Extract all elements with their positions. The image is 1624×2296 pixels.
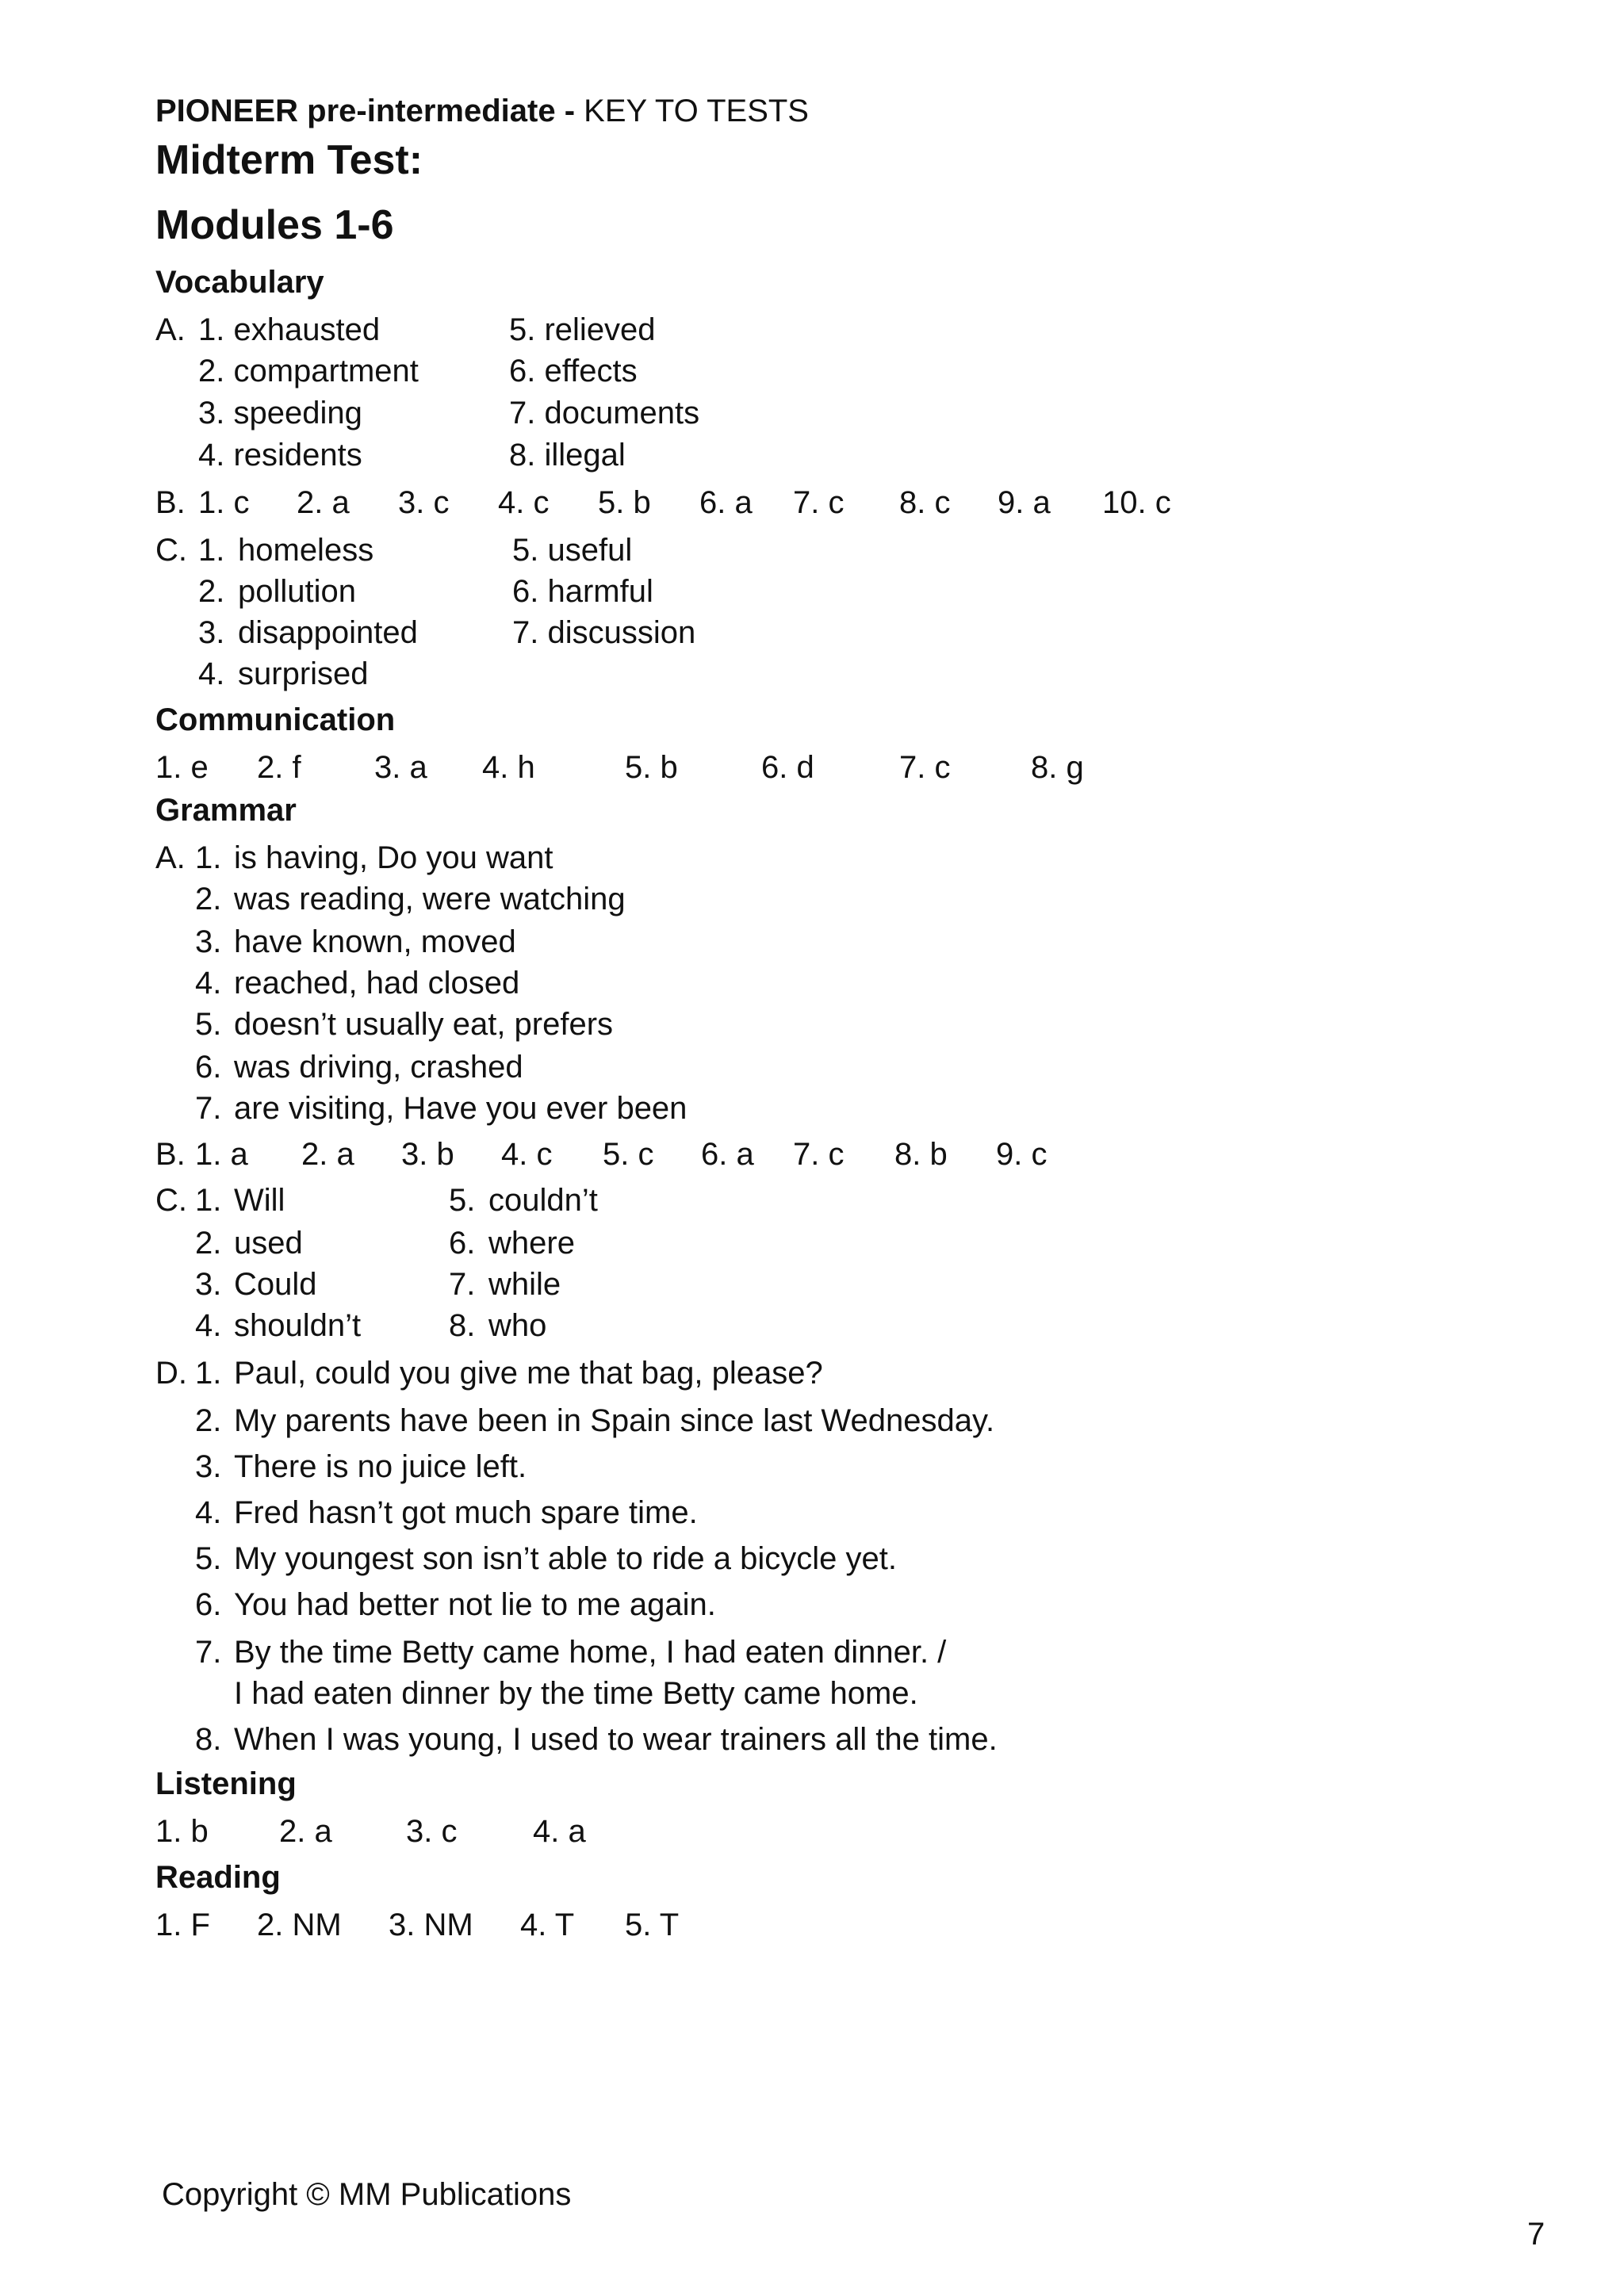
item-number: 4. <box>195 966 222 1001</box>
answer-item: 1. F <box>155 1908 210 1942</box>
answer-item: There is no juice left. <box>234 1449 527 1484</box>
item-number: 7. <box>195 1091 222 1126</box>
answer-item: 3. b <box>401 1137 454 1172</box>
answer-item: are visiting, Have you ever been <box>234 1091 688 1126</box>
answer-item: reached, had closed <box>234 966 520 1001</box>
answer-item: was driving, crashed <box>234 1050 523 1085</box>
answer-item: 8. g <box>1031 750 1084 785</box>
grammar-c-label: C. <box>155 1183 187 1218</box>
answer-item: 7. c <box>793 1137 845 1172</box>
item-number: 1. <box>195 840 222 875</box>
answer-item: 5. useful <box>512 533 633 568</box>
answer-item: 6. a <box>699 485 753 520</box>
grammar-heading: Grammar <box>155 793 297 828</box>
answer-item: is having, Do you want <box>234 840 553 875</box>
vocabulary-heading: Vocabulary <box>155 265 324 300</box>
answer-item: 8. c <box>899 485 951 520</box>
answer-item: 5. b <box>625 750 678 785</box>
answer-item: 1. a <box>195 1137 248 1172</box>
answer-item: 2. a <box>297 485 350 520</box>
answer-item: 3. NM <box>389 1908 473 1942</box>
answer-item: Paul, could you give me that bag, please? <box>234 1356 823 1391</box>
answer-item: 7. c <box>899 750 951 785</box>
vocab-c-label: C. <box>155 533 187 568</box>
title-line-1: Midterm Test: <box>155 137 423 183</box>
answer-item: 1. exhausted <box>198 312 381 347</box>
answer-item: while <box>488 1267 561 1302</box>
answer-item: who <box>488 1308 547 1343</box>
answer-item: Fred hasn’t got much spare time. <box>234 1495 698 1530</box>
answer-item: 7. discussion <box>512 615 696 650</box>
answer-item: 6. d <box>761 750 814 785</box>
communication-heading: Communication <box>155 702 396 737</box>
answer-item: My parents have been in Spain since last Wednesday. <box>234 1403 995 1438</box>
answer-item: was reading, were watching <box>234 882 626 916</box>
answer-item: 3. a <box>374 750 427 785</box>
answer-item: 4. c <box>498 485 550 520</box>
document-type: KEY TO TESTS <box>584 94 809 128</box>
item-number: 4. <box>195 1308 222 1343</box>
answer-item: 7. documents <box>509 396 700 430</box>
answer-item: 9. a <box>998 485 1051 520</box>
title-line-2: Modules 1-6 <box>155 202 394 248</box>
item-number: 1. <box>195 1356 222 1391</box>
item-number: 4. <box>195 1495 222 1530</box>
answer-item: used <box>234 1226 303 1261</box>
item-number: 2. <box>195 882 222 916</box>
answer-item: My youngest son isn’t able to ride a bicycle yet. <box>234 1541 897 1576</box>
grammar-d-label: D. <box>155 1356 187 1391</box>
item-number: 1. <box>195 1183 222 1218</box>
answer-item: 4. c <box>501 1137 553 1172</box>
answer-item: 6. effects <box>509 354 638 388</box>
answer-item: 4. h <box>482 750 535 785</box>
grammar-b-label: B. <box>155 1137 186 1172</box>
answer-item: 3. speeding <box>198 396 362 430</box>
page-number: 7 <box>1527 2217 1545 2252</box>
item-number: 7. <box>195 1635 222 1670</box>
vocab-a-label: A. <box>155 312 186 347</box>
item-number: 6. <box>195 1050 222 1085</box>
answer-item: pollution <box>238 574 357 609</box>
answer-item: homeless <box>238 533 374 568</box>
vocab-b-label: B. <box>155 485 186 520</box>
item-number: 3. <box>195 924 222 959</box>
item-number: 7. <box>449 1267 476 1302</box>
answer-item-continuation: I had eaten dinner by the time Betty came home. <box>234 1676 918 1711</box>
reading-heading: Reading <box>155 1860 281 1895</box>
answer-item: 2. a <box>301 1137 354 1172</box>
item-number: 4. <box>198 656 225 691</box>
item-number: 5. <box>195 1007 222 1042</box>
answer-item: 5. T <box>625 1908 680 1942</box>
answer-item: 10. c <box>1102 485 1171 520</box>
answer-item: 5. c <box>603 1137 654 1172</box>
item-number: 3. <box>195 1267 222 1302</box>
answer-item: 9. c <box>996 1137 1048 1172</box>
answer-item: 6. a <box>701 1137 754 1172</box>
item-number: 2. <box>195 1403 222 1438</box>
item-number: 5. <box>195 1541 222 1576</box>
item-number: 6. <box>195 1587 222 1622</box>
answer-item: You had better not lie to me again. <box>234 1587 716 1622</box>
answer-item: shouldn’t <box>234 1308 362 1343</box>
answer-item: doesn’t usually eat, prefers <box>234 1007 614 1042</box>
item-number: 3. <box>195 1449 222 1484</box>
answer-item: 5. relieved <box>509 312 656 347</box>
copyright-notice: Copyright © MM Publications <box>162 2177 572 2212</box>
answer-item: 1. b <box>155 1814 209 1849</box>
answer-item: 7. c <box>793 485 845 520</box>
answer-item: 6. harmful <box>512 574 653 609</box>
answer-item: disappointed <box>238 615 418 650</box>
answer-item: 1. e <box>155 750 209 785</box>
answer-item: Will <box>234 1183 285 1218</box>
item-number: 6. <box>449 1226 476 1261</box>
answer-item: 4. T <box>520 1908 575 1942</box>
grammar-a-label: A. <box>155 840 186 875</box>
answer-item: 3. c <box>398 485 450 520</box>
answer-item: 2. compartment <box>198 354 419 388</box>
header-line <box>155 92 809 130</box>
answer-item: 3. c <box>406 1814 458 1849</box>
answer-item: 2. NM <box>257 1908 342 1942</box>
listening-heading: Listening <box>155 1766 297 1801</box>
answer-item: 4. a <box>533 1814 586 1849</box>
header-separator: - <box>564 94 576 128</box>
item-number: 1. <box>198 533 225 568</box>
item-number: 2. <box>198 574 225 609</box>
answer-item: By the time Betty came home, I had eaten dinner. / <box>234 1635 947 1670</box>
answer-item: 1. c <box>198 485 250 520</box>
answer-item: 4. residents <box>198 438 362 473</box>
answer-item: 2. a <box>279 1814 332 1849</box>
answer-item: Could <box>234 1267 317 1302</box>
answer-item: have known, moved <box>234 924 516 959</box>
item-number: 2. <box>195 1226 222 1261</box>
answer-item: couldn’t <box>488 1183 598 1218</box>
answer-item: where <box>488 1226 575 1261</box>
item-number: 3. <box>198 615 225 650</box>
series-name: PIONEER pre-intermediate <box>155 94 556 128</box>
item-number: 5. <box>449 1183 476 1218</box>
answer-item: 2. f <box>257 750 301 785</box>
answer-item: When I was young, I used to wear trainers all the time. <box>234 1722 998 1757</box>
item-number: 8. <box>195 1722 222 1757</box>
answer-item: surprised <box>238 656 369 691</box>
answer-item: 8. illegal <box>509 438 626 473</box>
item-number: 8. <box>449 1308 476 1343</box>
answer-item: 5. b <box>598 485 651 520</box>
answer-item: 8. b <box>894 1137 948 1172</box>
